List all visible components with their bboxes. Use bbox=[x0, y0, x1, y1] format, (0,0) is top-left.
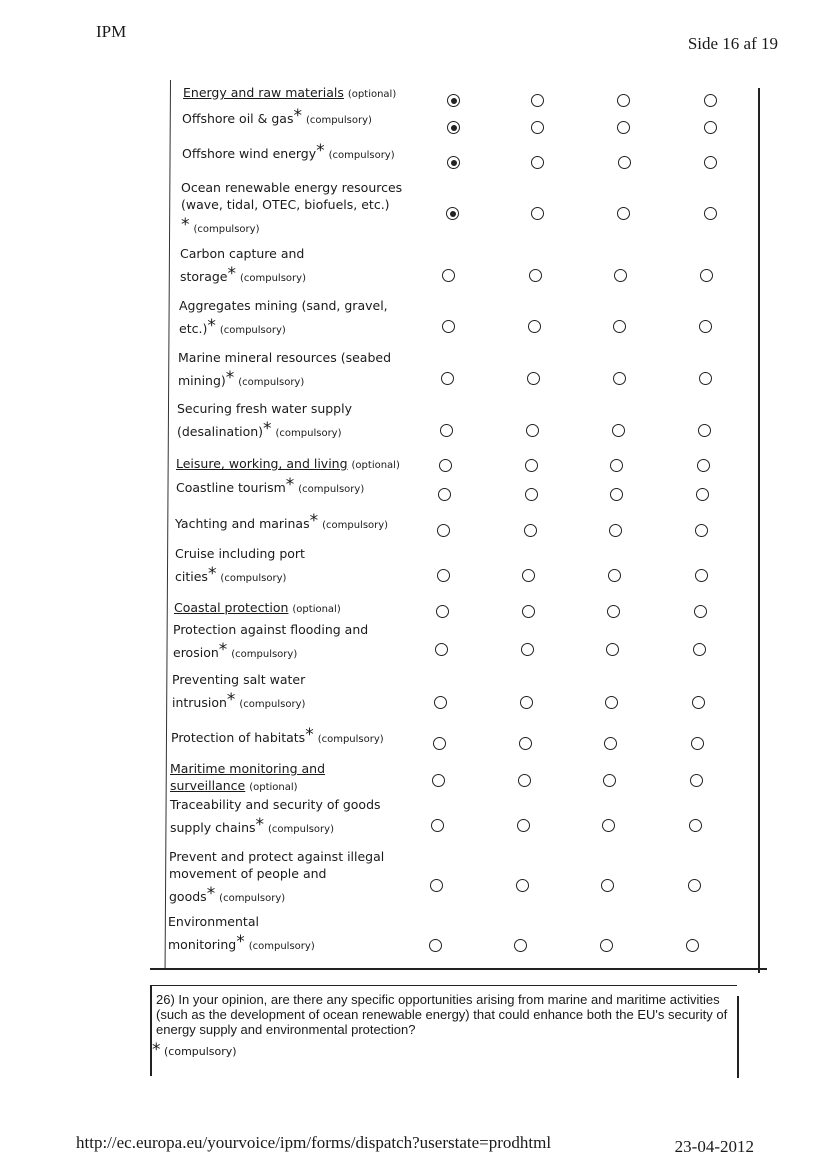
rating-radio-4[interactable] bbox=[704, 94, 717, 107]
label-text: Offshore wind energy bbox=[182, 146, 317, 161]
table-bottom-border bbox=[150, 968, 767, 970]
compulsory-tag: (compulsory) bbox=[193, 224, 260, 235]
compulsory-tag: (compulsory) bbox=[305, 115, 372, 126]
rating-radio-4[interactable] bbox=[699, 320, 712, 333]
rating-radio-3[interactable] bbox=[617, 207, 630, 220]
label-text: etc.) bbox=[179, 321, 208, 336]
row-label bbox=[183, 84, 423, 103]
rating-radio-3[interactable] bbox=[604, 737, 617, 750]
compulsory-tag: (compulsory) bbox=[322, 520, 389, 531]
compulsory-tag: (compulsory) bbox=[248, 941, 315, 952]
rating-radio-4[interactable] bbox=[695, 524, 708, 537]
required-star: * bbox=[285, 475, 295, 495]
rating-radio-3[interactable] bbox=[617, 121, 630, 134]
rating-radio-1[interactable] bbox=[447, 94, 460, 107]
compulsory-tag: (compulsory) bbox=[298, 484, 365, 495]
question-26-text bbox=[156, 992, 741, 1037]
compulsory-tag: (compulsory) bbox=[275, 428, 342, 439]
required-star: * bbox=[293, 106, 302, 126]
rating-radio-1[interactable] bbox=[432, 774, 445, 787]
required-star: * bbox=[226, 690, 236, 710]
rating-radio-1[interactable] bbox=[430, 879, 443, 892]
rating-radio-4[interactable] bbox=[692, 696, 705, 709]
rating-radio-1[interactable] bbox=[441, 372, 454, 385]
rating-radio-2[interactable] bbox=[516, 879, 529, 892]
label-line: Cruise including port bbox=[175, 546, 305, 561]
rating-radio-3[interactable] bbox=[603, 774, 616, 787]
rating-radio-4[interactable] bbox=[686, 939, 699, 952]
rating-radio-3[interactable] bbox=[601, 879, 614, 892]
required-star: * bbox=[225, 368, 235, 388]
row-label bbox=[171, 725, 411, 748]
compulsory-tag: (compulsory) bbox=[328, 150, 395, 161]
rating-radio-1[interactable] bbox=[437, 569, 450, 582]
section-title-line: Maritime monitoring and bbox=[170, 761, 325, 776]
row-label bbox=[181, 179, 421, 238]
rating-radio-2[interactable] bbox=[521, 643, 534, 656]
rating-radio-3[interactable] bbox=[602, 819, 615, 832]
footer-date: 23-04-2012 bbox=[674, 1137, 754, 1156]
label-text: mining) bbox=[178, 373, 226, 388]
required-star: * bbox=[207, 564, 217, 584]
label-text: Coastline tourism bbox=[176, 480, 286, 495]
row-label bbox=[170, 796, 410, 838]
rating-radio-3[interactable] bbox=[608, 569, 621, 582]
label-line: Securing fresh water supply bbox=[177, 401, 352, 416]
rating-radio-3[interactable] bbox=[617, 94, 630, 107]
compulsory-tag: (compulsory) bbox=[231, 649, 298, 660]
optional-tag: (optional) bbox=[249, 782, 298, 793]
rating-radio-4[interactable] bbox=[694, 605, 707, 618]
optional-tag: (optional) bbox=[347, 89, 397, 100]
rating-radio-2[interactable] bbox=[514, 939, 527, 952]
rating-radio-2[interactable] bbox=[518, 774, 531, 787]
required-star: * bbox=[236, 932, 245, 952]
label-text: Protection of habitats bbox=[171, 730, 306, 745]
row-label bbox=[180, 245, 420, 287]
table-right-border bbox=[758, 88, 760, 973]
rating-radio-4[interactable] bbox=[704, 207, 717, 220]
compulsory-tag: (compulsory) bbox=[220, 573, 287, 584]
label-text: monitoring bbox=[168, 937, 237, 952]
row-label bbox=[176, 455, 416, 474]
rating-radio-4[interactable] bbox=[690, 774, 703, 787]
label-line: Aggregates mining (sand, gravel, bbox=[179, 298, 388, 313]
required-star: * bbox=[227, 264, 236, 284]
row-label bbox=[174, 599, 414, 618]
rating-radio-2[interactable] bbox=[529, 269, 542, 282]
rating-radio-2[interactable] bbox=[525, 488, 538, 501]
rating-radio-2[interactable] bbox=[525, 459, 538, 472]
rating-radio-2[interactable] bbox=[531, 121, 544, 134]
rating-radio-4[interactable] bbox=[697, 459, 710, 472]
label-text: Offshore oil & gas bbox=[182, 111, 294, 126]
label-line: Carbon capture and bbox=[180, 246, 305, 261]
required-star: * bbox=[263, 419, 272, 439]
rating-radio-1[interactable] bbox=[442, 320, 455, 333]
label-line: Ocean renewable energy resources bbox=[181, 180, 403, 195]
rating-radio-3[interactable] bbox=[609, 524, 622, 537]
rating-radio-3[interactable] bbox=[612, 424, 625, 437]
rating-radio-4[interactable] bbox=[695, 569, 708, 582]
question-26-prompt: 26) In your opinion, are there any specific opportunities arising from marine and maritime activities (such as the development of ocean renewable energy) that could enhance both the EU's security of energy supply and environmental protection? bbox=[156, 992, 728, 1037]
rating-radio-1[interactable] bbox=[435, 643, 448, 656]
rating-radio-1[interactable] bbox=[434, 696, 447, 709]
required-star: * bbox=[255, 815, 265, 835]
row-label bbox=[173, 621, 413, 663]
compulsory-tag: (compulsory) bbox=[219, 893, 286, 904]
section-title: Energy and raw materials bbox=[183, 85, 344, 100]
document-header-title: IPM bbox=[96, 22, 127, 41]
row-label bbox=[182, 141, 422, 164]
compulsory-tag: (compulsory) bbox=[268, 824, 334, 835]
optional-tag: (optional) bbox=[292, 604, 341, 615]
row-label bbox=[178, 349, 418, 391]
rating-radio-4[interactable] bbox=[704, 121, 717, 134]
section-title: Coastal protection bbox=[174, 600, 289, 615]
row-label bbox=[168, 913, 408, 955]
compulsory-tag: (compulsory) bbox=[238, 377, 305, 388]
rating-radio-1[interactable] bbox=[436, 605, 449, 618]
label-line: Protection against flooding and bbox=[173, 622, 369, 637]
label-text: Yachting and marinas bbox=[175, 516, 310, 531]
row-label bbox=[175, 511, 415, 534]
page-number: Side 16 af 19 bbox=[687, 34, 778, 53]
rating-radio-3[interactable] bbox=[600, 939, 613, 952]
row-label bbox=[175, 545, 415, 587]
row-label bbox=[177, 400, 417, 442]
rating-radio-2[interactable] bbox=[526, 424, 539, 437]
rating-radio-3[interactable] bbox=[610, 459, 623, 472]
label-line: Marine mineral resources (seabed bbox=[178, 350, 392, 365]
rating-radio-2[interactable] bbox=[524, 524, 537, 537]
required-star: * bbox=[309, 511, 319, 531]
rating-radio-4[interactable] bbox=[693, 643, 706, 656]
label-line: Traceability and security of goods bbox=[170, 797, 381, 812]
compulsory-tag: (compulsory) bbox=[239, 699, 306, 710]
required-star: * bbox=[316, 141, 325, 161]
row-label bbox=[172, 671, 412, 713]
question-26-tag: (compulsory) bbox=[164, 1045, 237, 1058]
required-star: * bbox=[181, 215, 190, 235]
rating-radio-3[interactable] bbox=[613, 320, 626, 333]
rating-radio-4[interactable] bbox=[689, 819, 702, 832]
section-title: Leisure, working, and living bbox=[176, 456, 348, 471]
rating-radio-2[interactable] bbox=[527, 372, 540, 385]
question-26-box bbox=[150, 985, 737, 1076]
required-star: * bbox=[207, 316, 216, 336]
required-star: * bbox=[152, 1040, 161, 1060]
optional-tag: (optional) bbox=[351, 460, 400, 471]
rating-radio-1[interactable] bbox=[439, 459, 452, 472]
rating-radio-1[interactable] bbox=[447, 121, 460, 134]
label-text: (desalination) bbox=[177, 424, 264, 439]
row-label bbox=[169, 848, 409, 907]
row-label bbox=[182, 106, 422, 129]
rating-radio-2[interactable] bbox=[531, 207, 544, 220]
compulsory-tag: (compulsory) bbox=[239, 273, 306, 284]
rating-radio-4[interactable] bbox=[691, 737, 704, 750]
required-star: * bbox=[218, 640, 228, 660]
rating-radio-1[interactable] bbox=[431, 819, 444, 832]
rating-radio-3[interactable] bbox=[618, 156, 631, 169]
rating-radio-1[interactable] bbox=[429, 939, 442, 952]
rating-radio-4[interactable] bbox=[699, 372, 712, 385]
rating-radio-1[interactable] bbox=[442, 269, 455, 282]
label-text: goods bbox=[169, 889, 207, 904]
compulsory-tag: (compulsory) bbox=[219, 325, 286, 336]
rating-radio-2[interactable] bbox=[531, 94, 544, 107]
rating-radio-1[interactable] bbox=[437, 524, 450, 537]
rating-radio-1[interactable] bbox=[447, 156, 460, 169]
rating-radio-4[interactable] bbox=[696, 488, 709, 501]
label-text: intrusion bbox=[172, 695, 227, 710]
required-star: * bbox=[206, 884, 216, 904]
label-text: storage bbox=[180, 269, 228, 284]
row-label bbox=[179, 297, 419, 339]
label-line: movement of people and bbox=[169, 866, 327, 881]
rating-radio-1[interactable] bbox=[440, 424, 453, 437]
required-star: * bbox=[305, 725, 314, 745]
rating-radio-3[interactable] bbox=[606, 643, 619, 656]
rating-radio-3[interactable] bbox=[613, 372, 626, 385]
label-text: cities bbox=[175, 569, 208, 584]
rating-radio-4[interactable] bbox=[698, 424, 711, 437]
rating-radio-3[interactable] bbox=[610, 488, 623, 501]
rating-radio-2[interactable] bbox=[522, 569, 535, 582]
rating-radio-1[interactable] bbox=[446, 207, 459, 220]
label-line: Prevent and protect against illegal bbox=[169, 849, 385, 864]
label-line: Environmental bbox=[168, 914, 259, 929]
rating-radio-2[interactable] bbox=[517, 819, 530, 832]
rating-radio-4[interactable] bbox=[688, 879, 701, 892]
rating-radio-3[interactable] bbox=[605, 696, 618, 709]
rating-radio-2[interactable] bbox=[528, 320, 541, 333]
rating-radio-3[interactable] bbox=[614, 269, 627, 282]
label-text: supply chains bbox=[170, 820, 256, 835]
rating-radio-2[interactable] bbox=[520, 696, 533, 709]
rating-radio-2[interactable] bbox=[519, 737, 532, 750]
section-title-line: surveillance bbox=[170, 778, 246, 793]
rating-radio-1[interactable] bbox=[433, 737, 446, 750]
rating-radio-1[interactable] bbox=[438, 488, 451, 501]
footer-url: http://ec.europa.eu/yourvoice/ipm/forms/dispatch?userstate=prodhtml bbox=[76, 1133, 552, 1152]
label-text: erosion bbox=[173, 645, 219, 660]
rating-radio-2[interactable] bbox=[531, 156, 544, 169]
row-label bbox=[176, 475, 416, 498]
row-label bbox=[170, 760, 410, 796]
question-26-required bbox=[152, 1040, 237, 1060]
rating-radio-4[interactable] bbox=[700, 269, 713, 282]
compulsory-tag: (compulsory) bbox=[317, 734, 384, 745]
rating-radio-4[interactable] bbox=[704, 156, 717, 169]
rating-radio-3[interactable] bbox=[607, 605, 620, 618]
label-line: (wave, tidal, OTEC, biofuels, etc.) bbox=[181, 197, 390, 212]
rating-radio-2[interactable] bbox=[522, 605, 535, 618]
label-line: Preventing salt water bbox=[172, 672, 306, 687]
